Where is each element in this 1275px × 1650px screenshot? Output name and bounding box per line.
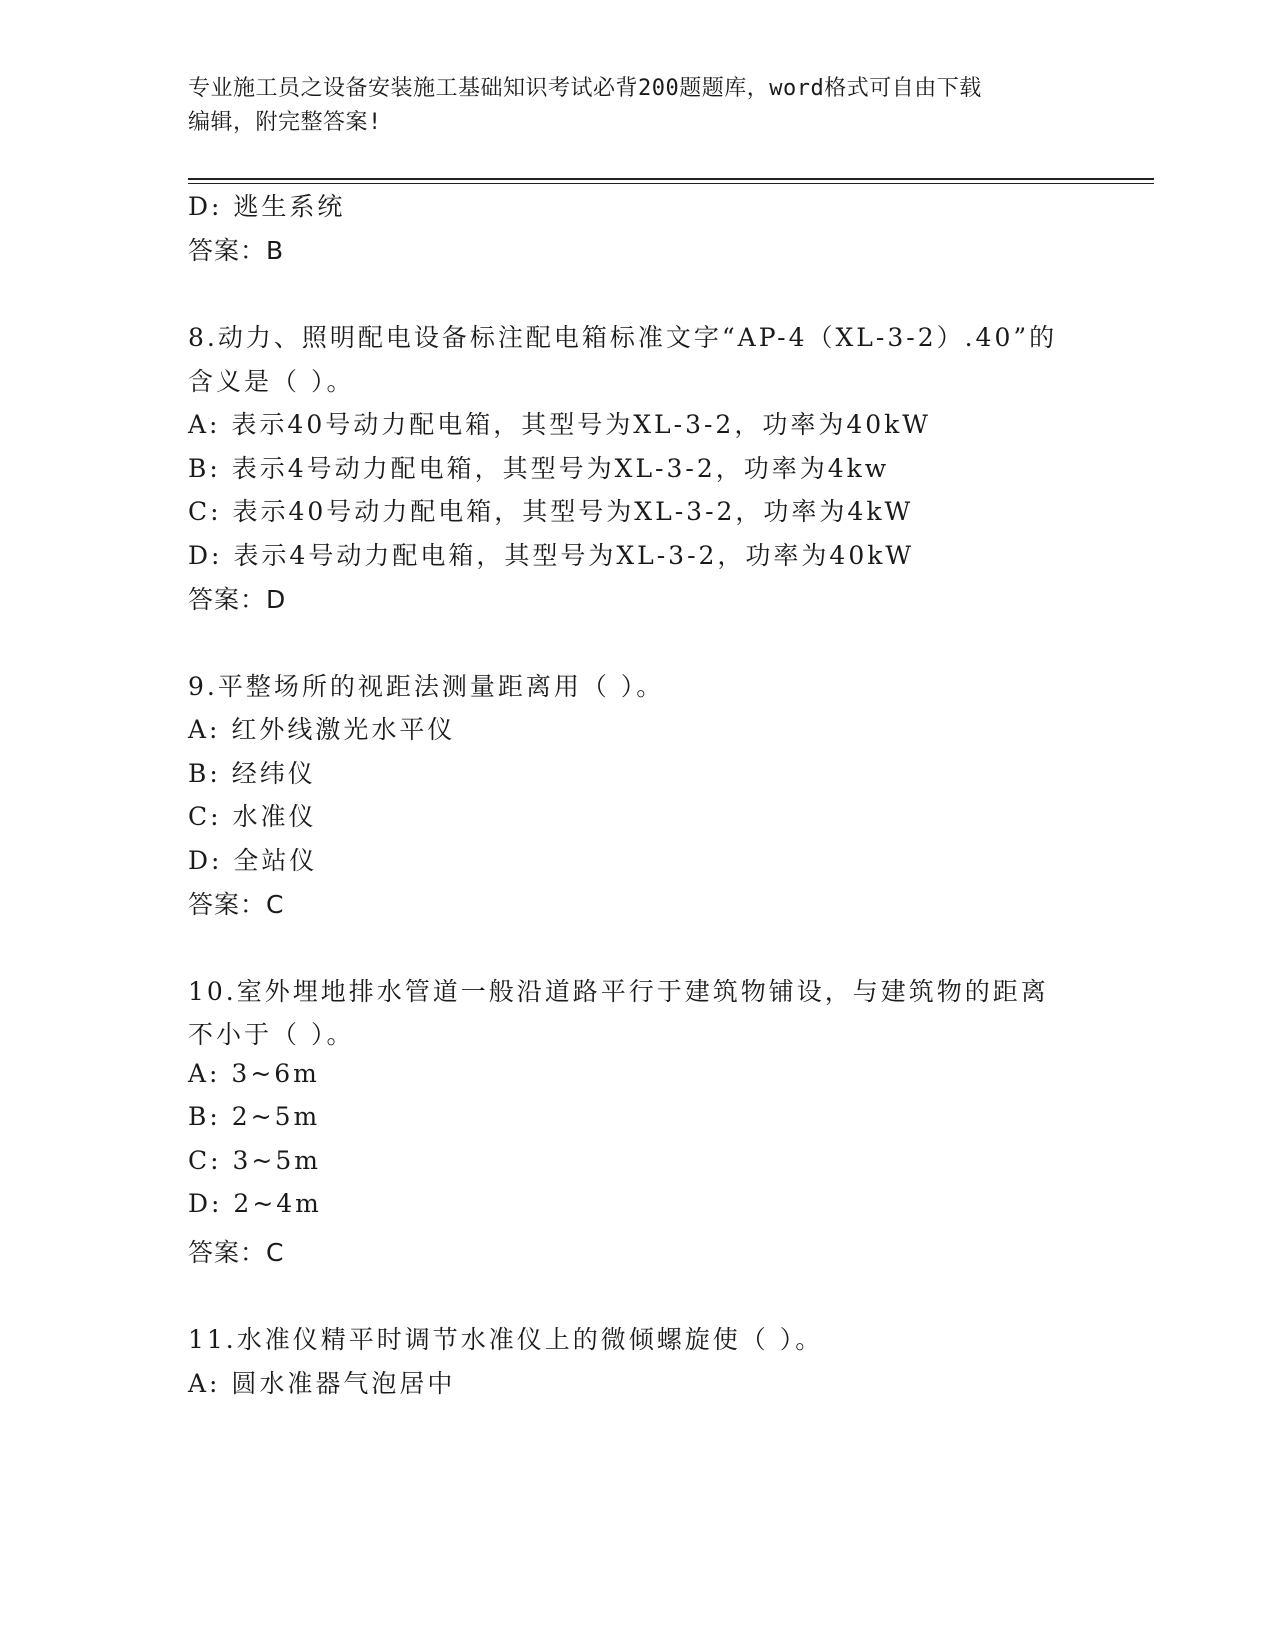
q9-option-a: A: 红外线激光水平仪 [188,715,456,744]
q10-answer: 答案：C [188,1238,285,1267]
q9-answer: 答案：C [188,890,285,919]
q8-stem-line-1: 8.动力、照明配电设备标注配电箱标准文字“AP-4（XL-3-2）.40”的 [188,323,1058,352]
q9-stem-line-1: 9.平整场所的视距法测量距离用（ ）。 [188,672,665,701]
page-header [188,72,1088,140]
prev-answer: 答案：B [188,236,285,265]
q9-option-b: B: 经纬仪 [188,759,316,788]
q10-stem-line-1: 10.室外埋地排水管道一般沿道路平行于建筑物铺设，与建筑物的距离 [188,977,1049,1006]
q8-stem-line-2: 含义是（ ）。 [188,367,355,396]
header-title-line-2: 编辑，附完整答案! [188,110,382,135]
q11-option-a: A: 圆水准器气泡居中 [188,1369,456,1398]
q8-answer: 答案：D [188,585,287,614]
q10-option-b: B: 2~5m [188,1102,321,1131]
header-rule-thick [188,178,1154,180]
q10-option-d: D: 2~4m [188,1189,322,1218]
q10-option-c: C: 3~5m [188,1146,321,1175]
q9-option-d: D: 全站仪 [188,846,318,875]
prev-option-d: D: 逃生系统 [188,192,346,221]
q8-option-c: C: 表示40号动力配电箱，其型号为XL-3-2，功率为4kW [188,497,914,526]
header-rule-thin [188,183,1154,184]
q10-stem-line-2: 不小于（ ）。 [188,1020,355,1049]
q8-option-a: A: 表示40号动力配电箱，其型号为XL-3-2，功率为40kW [188,410,931,439]
q10-option-a: A: 3~6m [188,1059,320,1088]
q8-option-d: D: 表示4号动力配电箱，其型号为XL-3-2，功率为40kW [188,541,915,570]
header-title-line-1: 专业施工员之设备安装施工基础知识考试必背200题题库，word格式可自由下载 [188,76,982,101]
q8-option-b: B: 表示4号动力配电箱，其型号为XL-3-2，功率为4kw [188,454,890,483]
q11-stem-line-1: 11.水准仪精平时调节水准仪上的微倾螺旋使（ ）。 [188,1325,824,1354]
q9-option-c: C: 水准仪 [188,802,317,831]
